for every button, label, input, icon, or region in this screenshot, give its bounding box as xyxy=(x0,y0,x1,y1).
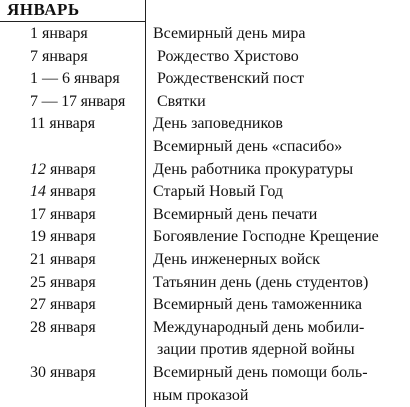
event-line: Всемирный день помощи боль- xyxy=(153,363,368,381)
event-line: Рождественский пост xyxy=(153,70,305,88)
table-row xyxy=(0,68,410,91)
event-date: 19 января xyxy=(30,228,96,246)
event-description xyxy=(153,272,408,295)
event-description xyxy=(153,204,408,227)
event-description xyxy=(153,317,408,362)
table-row xyxy=(0,362,410,407)
table-row xyxy=(0,23,410,46)
event-description xyxy=(153,68,408,91)
table-row xyxy=(0,159,410,182)
event-date: 21 января xyxy=(30,250,96,268)
table-row xyxy=(0,204,410,227)
table-row xyxy=(0,317,410,362)
event-line: Татьянин день (день студентов) xyxy=(153,273,369,291)
event-description xyxy=(153,46,408,69)
table-row xyxy=(0,46,410,69)
event-description xyxy=(153,226,408,249)
table-row xyxy=(0,181,410,204)
event-line: День работника прокуратуры xyxy=(153,160,354,178)
table-row xyxy=(0,272,410,295)
event-description xyxy=(153,181,408,204)
event-date-month: января xyxy=(46,183,96,201)
event-description xyxy=(153,159,408,182)
event-line: День заповедников xyxy=(153,115,283,133)
event-line: Старый Новый Год xyxy=(153,183,284,201)
event-date: 28 января xyxy=(30,318,96,336)
event-line: ным проказой xyxy=(153,386,249,404)
event-date xyxy=(30,181,96,204)
table-row xyxy=(0,113,410,158)
heading-underline xyxy=(0,21,145,22)
event-date: 11 января xyxy=(30,115,96,133)
event-date: 1 января xyxy=(30,25,88,42)
event-description xyxy=(153,294,408,317)
event-date: 27 января xyxy=(30,296,96,314)
event-description xyxy=(153,113,408,158)
event-line: Всемирный день таможенника xyxy=(153,296,363,314)
event-line: Всемирный день печати xyxy=(153,205,318,223)
month-heading: ЯНВАРЬ xyxy=(7,0,80,19)
event-date: 17 января xyxy=(30,205,96,223)
table-row xyxy=(0,294,410,317)
event-line: зации против ядерной войны xyxy=(157,341,355,359)
event-description xyxy=(153,91,408,114)
table-row xyxy=(0,249,410,272)
event-line: Богоявление Господне Крещение xyxy=(153,228,379,246)
events-table xyxy=(0,23,410,407)
event-line: День инженерных войск xyxy=(153,250,320,268)
event-line: Международный день мобили- xyxy=(153,318,365,336)
event-date: 25 января xyxy=(30,273,96,291)
event-date: 7 января xyxy=(30,47,88,65)
event-description xyxy=(153,249,408,272)
table-row xyxy=(0,226,410,249)
event-date: 1 — 6 января xyxy=(30,70,120,88)
event-date-number: 14 xyxy=(30,183,46,201)
event-description xyxy=(153,362,408,407)
table-row xyxy=(0,91,410,114)
event-date: 7 — 17 января xyxy=(30,92,126,110)
event-line: Святки xyxy=(153,92,206,110)
event-line: Всемирный день мира xyxy=(153,25,306,42)
event-line: Рождество Христово xyxy=(153,47,299,65)
event-date: 30 января xyxy=(30,363,96,381)
event-line: Всемирный день «спасибо» xyxy=(153,137,343,155)
event-date xyxy=(30,159,96,182)
event-date-month: января xyxy=(46,160,96,178)
event-description xyxy=(153,23,408,46)
event-date-number: 12 xyxy=(30,160,46,178)
